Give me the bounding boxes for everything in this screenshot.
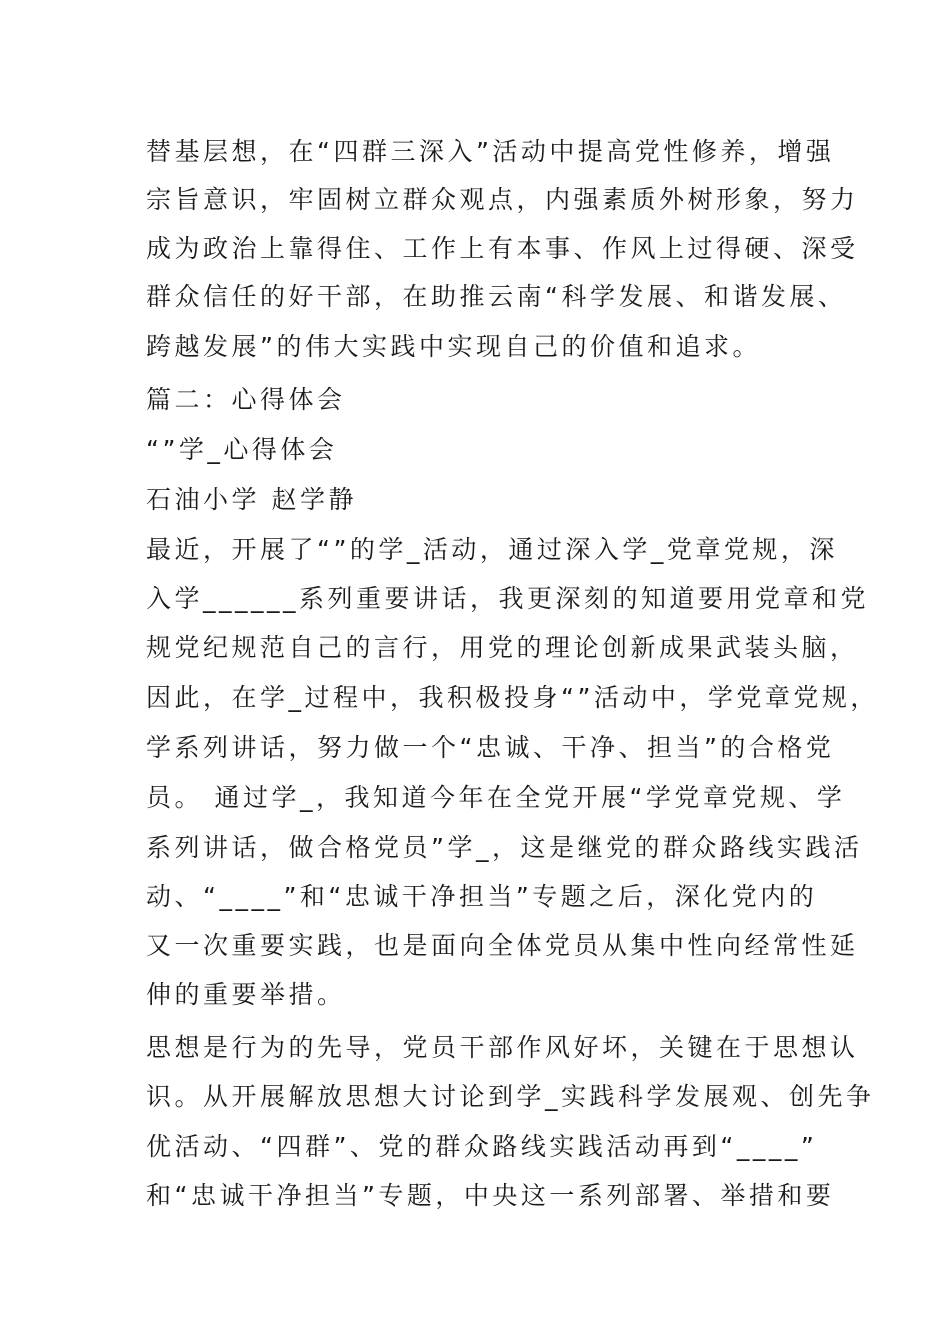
text-line-13: 学系列讲话，努力做一个“忠诚、干净、担当”的合格党 (146, 733, 835, 762)
text-line-21: 优活动、“四群”、党的群众路线实践活动再到“____” (146, 1132, 818, 1161)
article-title: “”学_心得体会 (146, 435, 338, 464)
text-line-18: 伸的重要举措。 (146, 980, 346, 1009)
text-line-2: 宗旨意识，牢固树立群众观点，内强素质外树形象，努力 (146, 185, 859, 214)
text-line-17: 又一次重要实践，也是面向全体党员从集中性向经常性延 (146, 931, 859, 960)
section-heading: 篇二：心得体会 (146, 385, 346, 414)
text-line-10: 入学______系列重要讲话，我更深刻的知道要用党章和党 (146, 584, 870, 613)
text-line-19: 思想是行为的先导，党员干部作风好坏，关键在于思想认 (146, 1033, 859, 1062)
text-line-5: 跨越发展”的伟大实践中实现自己的价值和追求。 (146, 332, 761, 361)
text-line-1: 替基层想，在“四群三深入”活动中提高党性修养，增强 (146, 137, 835, 166)
text-line-20: 识。从开展解放思想大讨论到学_实践科学发展观、创先争 (146, 1082, 875, 1111)
text-line-9: 最近，开展了“”的学_活动，通过深入学_党章党规，深 (146, 535, 838, 564)
text-line-3: 成为政治上靠得住、工作上有本事、作风上过得硬、深受 (146, 234, 859, 263)
text-line-16: 动、“____”和“忠诚干净担当”专题之后，深化党内的 (146, 882, 818, 911)
text-line-4: 群众信任的好干部，在助推云南“科学发展、和谐发展、 (146, 282, 847, 311)
text-line-11: 规党纪规范自己的言行，用党的理论创新成果武装头脑， (146, 633, 859, 662)
text-line-12: 因此，在学_过程中，我积极投身“”活动中，学党章党规， (146, 683, 879, 712)
author-line: 石油小学 赵学静 (146, 485, 357, 514)
text-line-22: 和“忠诚干净担当”专题，中央这一系列部署、举措和要 (146, 1181, 835, 1210)
text-line-15: 系列讲话，做合格党员”学_，这是继党的群众路线实践活 (146, 833, 863, 862)
text-line-14: 员。 通过学_，我知道今年在全党开展“学党章党规、学 (146, 783, 846, 812)
